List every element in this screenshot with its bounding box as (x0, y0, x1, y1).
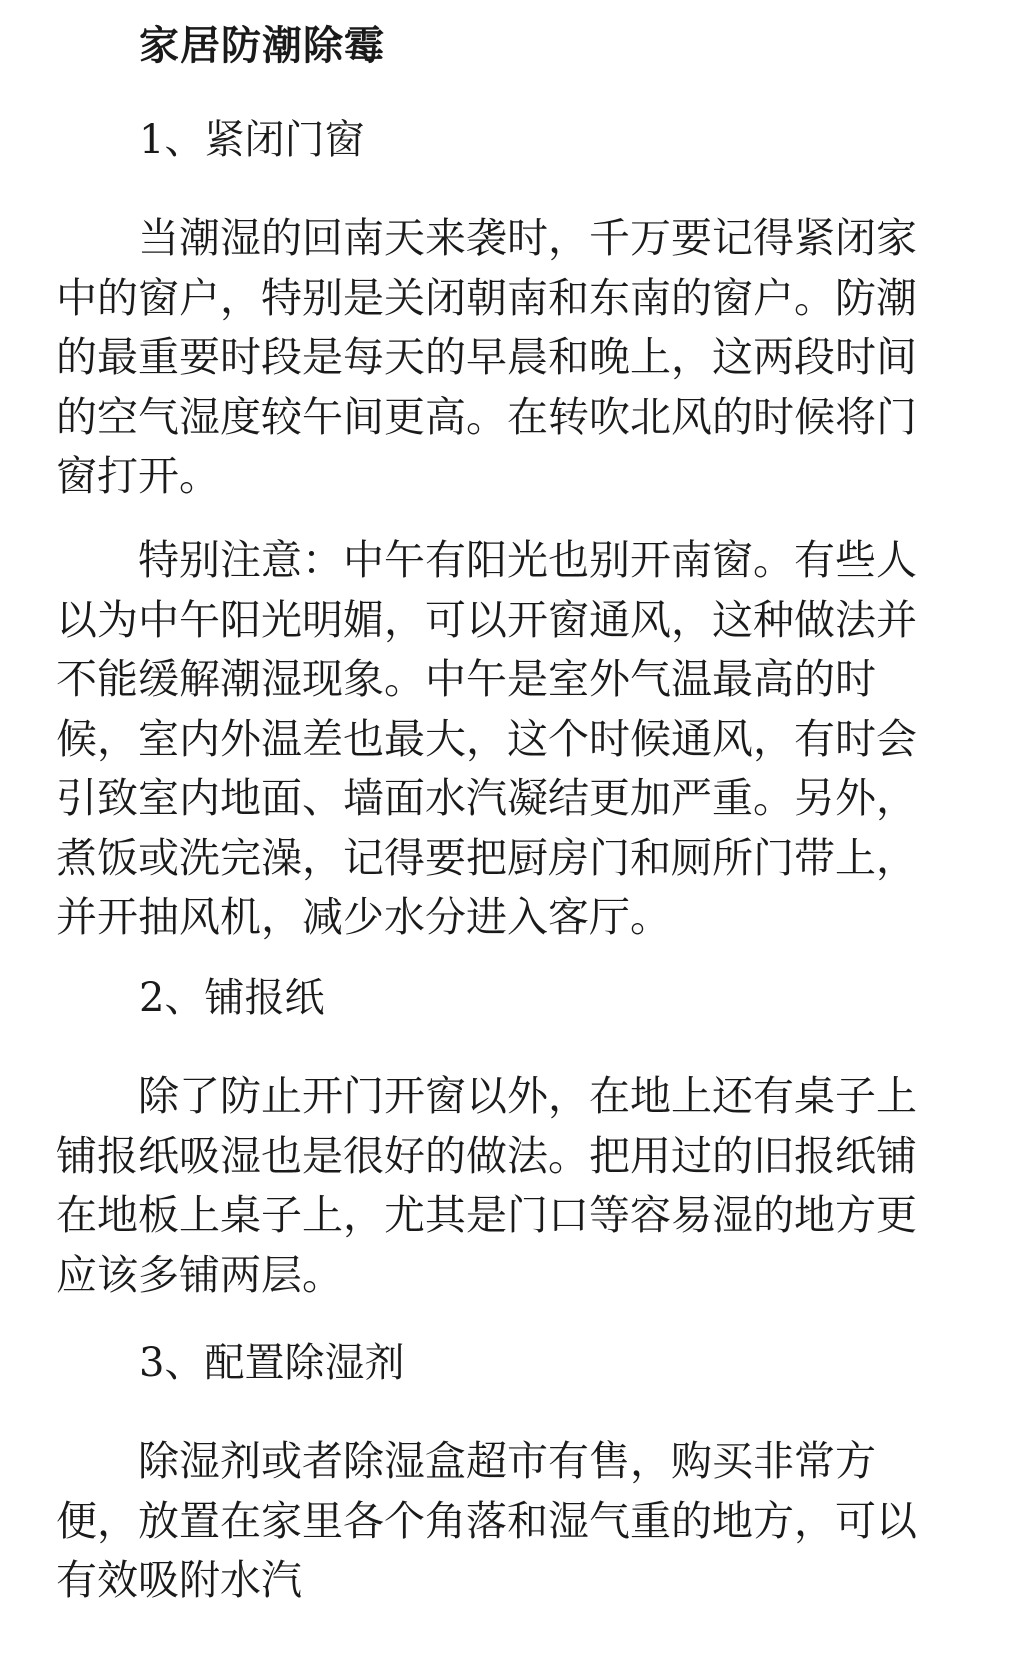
paragraph-newspaper (56, 1067, 956, 1305)
text-line: 不能缓解潮湿现象。中午是室外气温最高的时 (56, 655, 876, 703)
section-heading-close-windows: 1、紧闭门窗 (139, 117, 365, 163)
section-heading-newspaper: 2、铺报纸 (139, 975, 325, 1021)
text-line: 的空气湿度较午间更高。在转吹北风的时候将门 (56, 392, 917, 441)
paragraph-special-note (56, 531, 956, 948)
text-line: 中的窗户，特别是关闭朝南和东南的窗户。防潮 (56, 273, 917, 322)
paragraph-close-windows (56, 209, 956, 507)
text-line: 候，室内外温差也最大，这个时候通风，有时会 (56, 714, 917, 763)
text-line: 以为中午阳光明媚，可以开窗通风，这种做法并 (56, 595, 917, 644)
text-line: 有效吸附水汽 (56, 1556, 302, 1604)
text-line: 除湿剂或者除湿盒超市有售，购买非常方 (138, 1437, 876, 1485)
text-line: 便，放置在家里各个角落和湿气重的地方，可以 (56, 1496, 917, 1545)
text-line: 并开抽风机，减少水分进入客厅。 (56, 893, 671, 941)
text-line: 引致室内地面、墙面水汽凝结更加严重。另外， (56, 774, 917, 822)
text-line: 煮饭或洗完澡，记得要把厨房门和厕所门带上， (56, 833, 917, 882)
section-heading-desiccant: 3、配置除湿剂 (139, 1340, 405, 1386)
text-line: 应该多铺两层。 (56, 1250, 343, 1299)
text-line: 除了防止开门开窗以外，在地上还有桌子上 (138, 1072, 917, 1120)
text-line: 在地板上桌子上，尤其是门口等容易湿的地方更 (56, 1191, 917, 1239)
text-line: 当潮湿的回南天来袭时，千万要记得紧闭家 (138, 214, 917, 262)
paragraph-desiccant (56, 1432, 956, 1611)
text-line: 特别注意：中午有阳光也别开南窗。有些人 (138, 536, 917, 584)
text-line: 的最重要时段是每天的早晨和晚上，这两段时间 (56, 333, 917, 381)
text-line: 窗打开。 (56, 452, 220, 500)
text-line: 铺报纸吸湿也是很好的做法。把用过的旧报纸铺 (56, 1131, 917, 1180)
document-title: 家居防潮除霉 (139, 23, 385, 69)
